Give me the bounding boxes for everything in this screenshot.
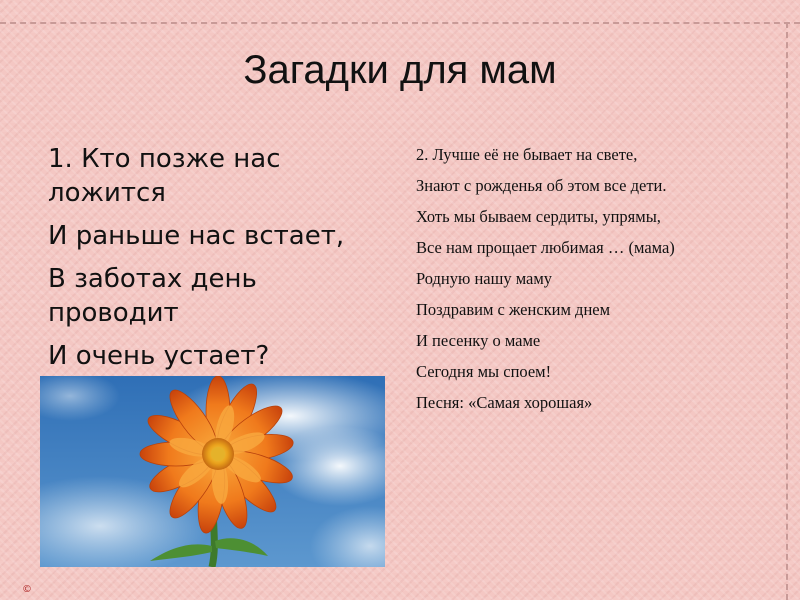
riddle-1-line: 1. Кто позже нас ложится (48, 144, 281, 208)
riddle-2-line: Все нам прощает любимая … (мама) (416, 238, 675, 257)
top-dashed-border (0, 22, 800, 24)
riddle-2-line: 2. Лучше её не бывает на свете, (416, 145, 638, 164)
riddle-2-line: Родную нашу маму (416, 269, 553, 288)
riddle-2-line: Песня: «Самая хорошая» (416, 393, 593, 412)
riddle-1-line: И раньше нас встает, (48, 221, 345, 251)
riddle-2-line: Поздравим с женским днем (416, 300, 611, 319)
right-dashed-border (786, 22, 788, 600)
riddle-2-line: И песенку о маме (416, 331, 541, 350)
riddle-2-line: Сегодня мы споем! (416, 362, 552, 381)
riddle-1-line: В заботах день проводит (48, 264, 257, 328)
riddle-2-text (416, 145, 761, 424)
slide-title: Загадки для мам (243, 48, 557, 92)
flower-photo (40, 376, 385, 567)
riddle-2-line: Хоть мы бываем сердиты, упрямы, (416, 207, 661, 226)
riddle-2-line: Знают с рожденья об этом все дети. (416, 176, 667, 195)
riddle-1-text (48, 142, 378, 374)
copyright-mark: © (22, 584, 32, 595)
riddle-1-line: И очень устает? (48, 341, 270, 371)
